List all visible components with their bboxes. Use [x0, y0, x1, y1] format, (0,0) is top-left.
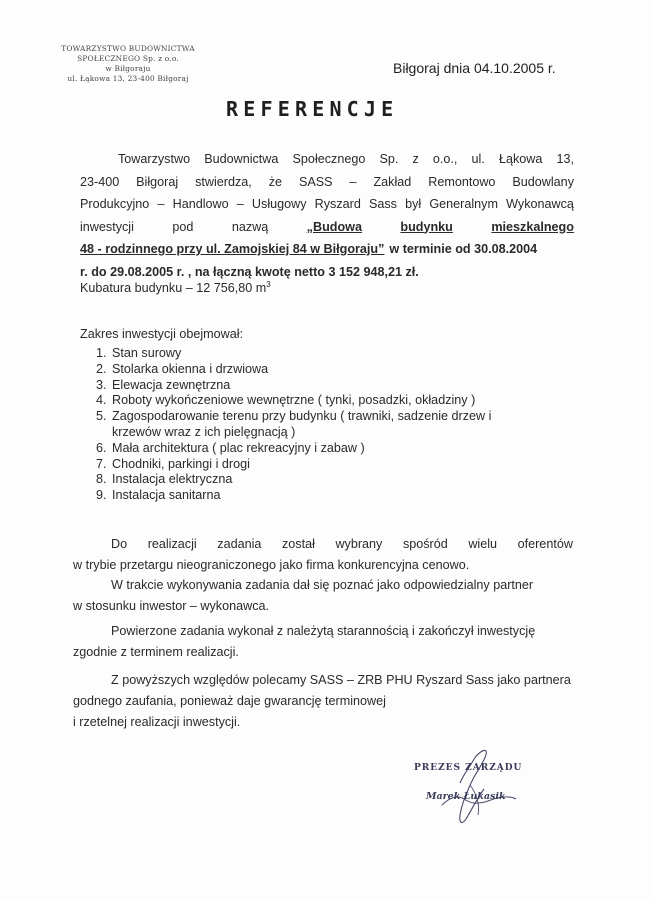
scope-item-number: 3. [96, 377, 107, 392]
scope-list [96, 346, 491, 504]
scope-item-text: Zagospodarowanie terenu przy budynku ( trawniki, sadzenie drzew i [112, 409, 492, 424]
word: – [236, 197, 244, 211]
paragraph-recommendation [73, 670, 573, 733]
word: Budowlany [512, 174, 574, 189]
intro-line [80, 238, 574, 261]
scope-item-continuation: krzewów wraz z ich pielęgnacją ) [112, 424, 296, 439]
word: Łąkowa [498, 152, 543, 166]
scope-item-number: 7. [96, 456, 107, 471]
volume-unit-exponent: 3 [266, 280, 271, 289]
volume-text: Kubatura budynku – 12 756,80 m [80, 281, 267, 296]
paragraph-line: w trybie przetargu nieograniczonego jako firma konkurencyjna cenowo. [73, 558, 470, 572]
intro-paragraph [80, 148, 574, 283]
word: Generalnym [429, 197, 498, 211]
paragraph-partner [73, 575, 573, 617]
scope-item-number: 2. [96, 361, 107, 376]
word: inwestycji [80, 219, 134, 234]
word: Sass [368, 197, 397, 211]
scope-item-text: Instalacja elektryczna [112, 472, 233, 487]
scope-item [96, 378, 491, 394]
word: 23-400 [80, 174, 120, 189]
paragraph-line: Z powyższych względów polecamy SASS – ZRB PHU Ryszard Sass jako partnera [111, 673, 571, 687]
word: ul. [471, 152, 485, 166]
stamp-line: SPOŁECZNEGO Sp. z o.o. [77, 54, 179, 63]
scope-item [96, 472, 491, 488]
word: SASS [298, 174, 333, 189]
intro-line [80, 171, 574, 194]
paragraph-line: Powierzone zadania wykonał z należytą starannością i zakończył inwestycję [111, 624, 536, 638]
word: realizacji [147, 537, 197, 551]
word: o.o., [432, 152, 458, 166]
word: – [349, 174, 357, 189]
word: pod [172, 219, 194, 234]
scope-item-text: Instalacja sanitarna [112, 488, 221, 503]
paragraph-line: i rzetelnej realizacji inwestycji. [73, 715, 241, 729]
word: Usługowy [251, 197, 307, 211]
scope-item [96, 393, 491, 409]
paragraph-line: W trakcie wykonywania zadania dał się poznać jako odpowiedzialny partner [111, 578, 534, 592]
paragraph-line: zgodnie z terminem realizacji. [73, 645, 239, 659]
word: Sp. [379, 152, 399, 166]
paragraph-line [73, 534, 573, 555]
intro-line [80, 216, 574, 239]
scope-item-text: Stan surowy [112, 346, 182, 360]
intro-line [80, 193, 574, 216]
word: zadania [217, 537, 262, 551]
scope-item [96, 362, 491, 378]
word: Handlowo [172, 197, 229, 211]
word: wybrany [335, 537, 383, 551]
scope-item-number: 6. [96, 440, 107, 455]
investment-name-word: „Budowa [306, 219, 362, 234]
scope-item-text: Elewacja zewnętrzna [112, 377, 231, 392]
word: Remontowo [428, 174, 496, 189]
scope-item [96, 409, 491, 425]
scope-heading: Zakres inwestycji obejmował: [80, 327, 244, 341]
stamp-line: ul. Łąkowa 13, 23-400 Biłgoraj [67, 74, 189, 83]
investment-name: 48 - rodzinnego przy ul. Zamojskiej 84 w Biłgoraju” [80, 242, 385, 256]
word: – [157, 197, 165, 211]
word: spośród [402, 537, 448, 551]
word: stwierdza, [195, 174, 252, 189]
sender-stamp [48, 44, 208, 84]
word: Budownictwa [204, 152, 279, 166]
signatory-title: PREZES ZARZĄDU [414, 763, 523, 773]
paragraph-selection [73, 534, 573, 576]
scope-item-text: Roboty wykończeniowe wewnętrzne ( tynki, posadzki, okładziny ) [112, 393, 476, 408]
word: oferentów [517, 537, 573, 551]
word: Do [111, 537, 128, 551]
scope-item-number: 5. [96, 409, 107, 424]
term-start: w terminie od 30.08.2004 [389, 242, 538, 256]
word: Towarzystwo [118, 152, 191, 166]
document-title: REFERENCJE [226, 97, 399, 121]
investment-name-word: mieszkalnego [491, 219, 574, 234]
paragraph-line: w stosunku inwestor – wykonawca. [73, 599, 269, 613]
scope-item [96, 457, 491, 473]
word: Produkcyjno [80, 197, 150, 211]
scope-item [96, 488, 491, 504]
handwritten-signature-icon [400, 745, 540, 835]
intro-line [80, 148, 574, 171]
word: że [268, 174, 283, 189]
word: z [412, 152, 419, 166]
scope-item-number: 1. [96, 346, 107, 360]
stamp-line: w Biłgoraju [105, 64, 151, 73]
word: Ryszard [314, 197, 361, 211]
scope-item [96, 441, 491, 457]
stamp-line: TOWARZYSTWO BUDOWNICTWA [61, 44, 195, 53]
word: został [281, 537, 315, 551]
word: Biłgoraj [136, 174, 179, 189]
signatory-name: Marek Łukasik [426, 791, 506, 802]
word: Społecznego [292, 152, 366, 166]
building-volume [80, 280, 271, 295]
paragraph-line: godnego zaufania, ponieważ daje gwarancję terminowej [73, 694, 386, 708]
word: był [405, 197, 422, 211]
scope-item-number: 4. [96, 393, 107, 408]
word: 13, [556, 152, 574, 166]
scope-item-text: Mała architektura ( plac rekreacyjny i zabaw ) [112, 440, 365, 455]
paragraph-completion [73, 621, 573, 663]
word: Wykonawcą [506, 197, 574, 211]
scope-item-text: Stolarka okienna i drzwiowa [112, 361, 269, 376]
term-end-and-amount: r. do 29.08.2005 r. , na łączną kwotę netto 3 152 948,21 zł. [80, 264, 419, 279]
word: nazwą [231, 219, 269, 234]
investment-name-word: budynku [400, 219, 453, 234]
place-date: Biłgoraj dnia 04.10.2005 r. [393, 60, 556, 76]
scope-item-text: Chodniki, parkingi i drogi [112, 456, 250, 471]
signature-block [400, 745, 540, 835]
word: wielu [468, 537, 498, 551]
word: Zakład [373, 174, 412, 189]
scope-item-number: 9. [96, 488, 107, 503]
scope-item [96, 346, 491, 362]
scope-item-number: 8. [96, 472, 107, 487]
